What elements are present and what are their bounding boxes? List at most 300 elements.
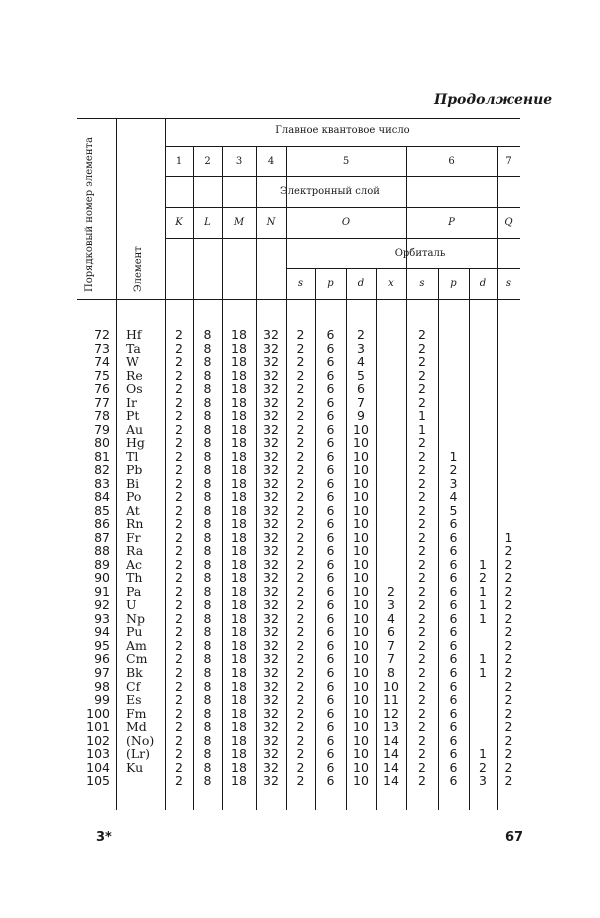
page-number: 67 bbox=[505, 830, 524, 845]
electron-count: 2 bbox=[296, 570, 305, 586]
electron-count: 8 bbox=[203, 732, 212, 748]
electron-count: 18 bbox=[231, 583, 247, 599]
element-symbol: At bbox=[126, 502, 140, 518]
header-main-quantum-number: Главное квантовое число bbox=[275, 125, 410, 136]
electron-count: 2 bbox=[175, 732, 183, 748]
electron-count: 6 bbox=[326, 773, 335, 789]
element-symbol: Es bbox=[126, 692, 142, 708]
electron-count: 6 bbox=[326, 759, 335, 775]
electron-count: 2 bbox=[175, 570, 183, 586]
table-row bbox=[0, 558, 600, 572]
electron-count: 6 bbox=[326, 556, 335, 572]
electron-count: 2 bbox=[296, 516, 305, 532]
element-symbol: Ir bbox=[126, 394, 137, 410]
element-symbol: Hg bbox=[126, 435, 145, 451]
electron-count: 2 bbox=[504, 719, 513, 735]
electron-count: 2 bbox=[175, 475, 183, 491]
element-symbol: Bk bbox=[126, 665, 143, 680]
electron-count: 8 bbox=[203, 408, 212, 424]
electron-count: 2 bbox=[175, 746, 183, 762]
electron-count: 2 bbox=[418, 637, 426, 653]
table-row bbox=[0, 463, 600, 477]
electron-count: 18 bbox=[231, 327, 247, 342]
electron-count: 2 bbox=[418, 570, 426, 586]
electron-count: 8 bbox=[203, 665, 212, 680]
electron-count: 6 bbox=[449, 759, 458, 775]
electron-count: 2 bbox=[504, 624, 513, 640]
table-row bbox=[0, 571, 600, 585]
electron-count: 6 bbox=[449, 516, 458, 532]
table-row bbox=[0, 652, 600, 666]
electron-count: 2 bbox=[296, 583, 305, 599]
electron-count: 8 bbox=[203, 448, 212, 464]
electron-count: 32 bbox=[263, 529, 279, 545]
electron-count: 2 bbox=[175, 678, 183, 694]
electron-count: 18 bbox=[231, 732, 247, 748]
electron-count: 10 bbox=[353, 448, 369, 464]
electron-count: 10 bbox=[353, 759, 369, 775]
element-symbol: Pa bbox=[126, 583, 142, 599]
electron-count: 2 bbox=[175, 543, 183, 559]
table-row bbox=[0, 585, 600, 599]
electron-count: 6 bbox=[326, 543, 335, 559]
electron-count: 2 bbox=[175, 529, 183, 545]
electron-count: 14 bbox=[383, 746, 399, 762]
electron-count: 2 bbox=[504, 773, 513, 789]
electron-count: 2 bbox=[504, 637, 513, 653]
element-number: 87 bbox=[94, 529, 110, 545]
electron-count: 11 bbox=[383, 692, 399, 708]
quantum-number-cell: 2 bbox=[204, 156, 211, 167]
electron-count: 18 bbox=[231, 435, 247, 451]
electron-count: 2 bbox=[296, 678, 305, 694]
electron-count: 2 bbox=[449, 462, 458, 478]
orbital-cell: d bbox=[479, 278, 487, 289]
table-row bbox=[0, 707, 600, 721]
electron-count: 32 bbox=[263, 556, 279, 572]
element-number: 72 bbox=[94, 327, 110, 342]
electron-count: 6 bbox=[326, 435, 335, 451]
electron-count: 6 bbox=[449, 624, 458, 640]
element-symbol: Am bbox=[126, 637, 147, 653]
electron-count: 10 bbox=[353, 678, 369, 694]
electron-count: 2 bbox=[418, 516, 426, 532]
electron-count: 2 bbox=[175, 665, 183, 680]
electron-count: 2 bbox=[504, 746, 513, 762]
electron-count: 2 bbox=[418, 354, 426, 370]
electron-count: 2 bbox=[479, 570, 487, 586]
electron-count: 1 bbox=[479, 665, 487, 680]
electron-count: 18 bbox=[231, 651, 247, 667]
electron-count: 10 bbox=[353, 692, 369, 708]
element-symbol: Rn bbox=[126, 516, 144, 532]
electron-count: 2 bbox=[175, 583, 183, 599]
electron-count: 8 bbox=[203, 597, 212, 613]
electron-count: 1 bbox=[479, 746, 487, 762]
electron-count: 8 bbox=[203, 421, 212, 437]
element-number: 91 bbox=[94, 583, 110, 599]
electron-count: 18 bbox=[231, 624, 247, 640]
electron-count: 10 bbox=[353, 624, 369, 640]
electron-count: 2 bbox=[418, 678, 426, 694]
electron-count: 6 bbox=[449, 556, 458, 572]
electron-count: 2 bbox=[504, 610, 513, 626]
element-number: 94 bbox=[94, 624, 110, 640]
layer-cell: L bbox=[204, 217, 211, 228]
electron-count: 2 bbox=[175, 719, 183, 735]
electron-count: 2 bbox=[418, 746, 426, 762]
electron-count: 6 bbox=[326, 665, 335, 680]
electron-count: 14 bbox=[383, 759, 399, 775]
electron-count: 18 bbox=[231, 773, 247, 789]
table-row bbox=[0, 355, 600, 369]
electron-count: 2 bbox=[296, 489, 305, 505]
electron-count: 2 bbox=[175, 394, 183, 410]
electron-count: 18 bbox=[231, 570, 247, 586]
electron-count: 18 bbox=[231, 692, 247, 708]
electron-count: 6 bbox=[326, 651, 335, 667]
element-number: 89 bbox=[94, 556, 110, 572]
electron-count: 32 bbox=[263, 462, 279, 478]
electron-count: 2 bbox=[418, 529, 426, 545]
table-top-rule bbox=[77, 118, 520, 119]
electron-count: 32 bbox=[263, 732, 279, 748]
electron-count: 2 bbox=[296, 462, 305, 478]
rule-below-orbital-title bbox=[286, 268, 520, 269]
electron-count: 6 bbox=[357, 381, 365, 397]
element-symbol: Au bbox=[126, 421, 144, 437]
electron-count: 8 bbox=[203, 759, 212, 775]
electron-count: 18 bbox=[231, 746, 247, 762]
electron-count: 8 bbox=[203, 394, 212, 410]
electron-count: 6 bbox=[326, 367, 335, 383]
element-number: 98 bbox=[94, 678, 110, 694]
electron-count: 3 bbox=[387, 597, 395, 613]
table-row bbox=[0, 490, 600, 504]
electron-count: 2 bbox=[296, 381, 305, 397]
table-row bbox=[0, 504, 600, 518]
element-symbol: Os bbox=[126, 381, 143, 397]
table-row bbox=[0, 369, 600, 383]
electron-count: 32 bbox=[263, 435, 279, 451]
electron-count: 32 bbox=[263, 475, 279, 491]
electron-count: 6 bbox=[326, 462, 335, 478]
element-number: 100 bbox=[86, 705, 110, 721]
electron-count: 2 bbox=[296, 327, 305, 342]
electron-count: 2 bbox=[504, 556, 513, 572]
electron-count: 32 bbox=[263, 678, 279, 694]
electron-count: 2 bbox=[296, 529, 305, 545]
electron-count: 10 bbox=[353, 773, 369, 789]
electron-count: 6 bbox=[449, 637, 458, 653]
electron-count: 1 bbox=[479, 651, 487, 667]
quantum-number-cell: 1 bbox=[175, 156, 183, 167]
electron-count: 32 bbox=[263, 746, 279, 762]
quantum-number-cell: 4 bbox=[267, 156, 275, 167]
electron-count: 6 bbox=[449, 678, 458, 694]
electron-count: 18 bbox=[231, 475, 247, 491]
element-symbol: Hf bbox=[126, 327, 142, 342]
electron-count: 2 bbox=[418, 556, 426, 572]
electron-count: 2 bbox=[296, 610, 305, 626]
element-symbol: Re bbox=[126, 367, 143, 383]
element-number: 78 bbox=[94, 408, 110, 424]
electron-count: 7 bbox=[387, 651, 395, 667]
electron-count: 8 bbox=[203, 327, 212, 342]
electron-count: 2 bbox=[175, 435, 183, 451]
electron-count: 8 bbox=[203, 705, 212, 721]
element-symbol: U bbox=[126, 597, 137, 613]
electron-count: 32 bbox=[263, 354, 279, 370]
electron-count: 32 bbox=[263, 597, 279, 613]
table-row bbox=[0, 639, 600, 653]
quantum-number-cell: 3 bbox=[235, 156, 243, 167]
electron-count: 2 bbox=[479, 759, 487, 775]
electron-count: 2 bbox=[418, 381, 426, 397]
electron-count: 10 bbox=[353, 529, 369, 545]
electron-count: 10 bbox=[353, 583, 369, 599]
electron-count: 18 bbox=[231, 665, 247, 680]
electron-count: 18 bbox=[231, 556, 247, 572]
electron-count: 2 bbox=[175, 705, 183, 721]
electron-count: 2 bbox=[418, 759, 426, 775]
electron-count: 6 bbox=[449, 651, 458, 667]
quantum-number-cell: 6 bbox=[448, 156, 455, 167]
electron-count: 18 bbox=[231, 597, 247, 613]
electron-count: 6 bbox=[326, 475, 335, 491]
electron-count: 32 bbox=[263, 448, 279, 464]
electron-count: 2 bbox=[504, 570, 513, 586]
electron-count: 6 bbox=[326, 502, 335, 518]
electron-count: 6 bbox=[326, 381, 335, 397]
electron-count: 2 bbox=[418, 502, 426, 518]
electron-count: 10 bbox=[353, 543, 369, 559]
table-row bbox=[0, 734, 600, 748]
element-symbol: Np bbox=[126, 610, 145, 626]
electron-count: 2 bbox=[296, 773, 305, 789]
element-number: 82 bbox=[94, 462, 110, 478]
electron-count: 2 bbox=[296, 435, 305, 451]
electron-count: 32 bbox=[263, 340, 279, 356]
orbital-cell: s bbox=[297, 278, 304, 289]
electron-count: 2 bbox=[175, 759, 183, 775]
electron-count: 2 bbox=[175, 502, 183, 518]
element-symbol: Md bbox=[126, 719, 147, 735]
orbital-cell: p bbox=[327, 278, 334, 289]
electron-count: 8 bbox=[203, 570, 212, 586]
electron-count: 8 bbox=[203, 624, 212, 640]
electron-count: 2 bbox=[175, 367, 183, 383]
signature-mark: 3* bbox=[96, 830, 112, 845]
electron-count: 10 bbox=[353, 516, 369, 532]
electron-count: 2 bbox=[296, 475, 305, 491]
header-electron-layer: Электронный слой bbox=[280, 186, 380, 197]
electron-count: 6 bbox=[326, 678, 335, 694]
rule-below-quantum-row bbox=[165, 176, 520, 177]
electron-count: 6 bbox=[326, 489, 335, 505]
electron-count: 32 bbox=[263, 705, 279, 721]
electron-count: 2 bbox=[296, 651, 305, 667]
electron-count: 18 bbox=[231, 502, 247, 518]
orbital-cell: d bbox=[357, 278, 365, 289]
element-symbol: Pt bbox=[126, 408, 140, 424]
electron-count: 2 bbox=[175, 692, 183, 708]
electron-count: 2 bbox=[175, 773, 183, 789]
electron-count: 2 bbox=[418, 340, 426, 356]
electron-count: 8 bbox=[203, 678, 212, 694]
electron-count: 8 bbox=[203, 651, 212, 667]
electron-count: 8 bbox=[203, 489, 212, 505]
electron-count: 32 bbox=[263, 624, 279, 640]
electron-count: 10 bbox=[353, 651, 369, 667]
electron-count: 8 bbox=[203, 435, 212, 451]
electron-count: 2 bbox=[296, 543, 305, 559]
electron-count: 2 bbox=[296, 367, 305, 383]
electron-count: 8 bbox=[387, 665, 395, 680]
electron-count: 2 bbox=[418, 462, 426, 478]
electron-count: 18 bbox=[231, 489, 247, 505]
electron-count: 2 bbox=[296, 759, 305, 775]
electron-count: 32 bbox=[263, 394, 279, 410]
electron-count: 7 bbox=[357, 394, 365, 410]
element-symbol: (Lr) bbox=[126, 746, 151, 762]
electron-count: 2 bbox=[175, 354, 183, 370]
electron-count: 6 bbox=[326, 448, 335, 464]
electron-count: 32 bbox=[263, 421, 279, 437]
electron-count: 2 bbox=[418, 732, 426, 748]
element-number: 85 bbox=[94, 502, 110, 518]
electron-count: 2 bbox=[296, 394, 305, 410]
electron-count: 6 bbox=[326, 394, 335, 410]
element-number: 76 bbox=[94, 381, 110, 397]
electron-count: 8 bbox=[203, 610, 212, 626]
electron-count: 10 bbox=[353, 435, 369, 451]
electron-count: 18 bbox=[231, 448, 247, 464]
rule-below-header bbox=[77, 299, 520, 300]
electron-count: 8 bbox=[203, 719, 212, 735]
electron-count: 32 bbox=[263, 610, 279, 626]
electron-count: 6 bbox=[449, 665, 458, 680]
electron-count: 2 bbox=[418, 435, 426, 451]
table-row bbox=[0, 720, 600, 734]
electron-count: 32 bbox=[263, 583, 279, 599]
quantum-number-cell: 5 bbox=[342, 156, 350, 167]
electron-count: 2 bbox=[175, 597, 183, 613]
electron-count: 2 bbox=[504, 543, 513, 559]
element-number: 103 bbox=[86, 746, 110, 762]
electron-count: 32 bbox=[263, 367, 279, 383]
element-number: 81 bbox=[94, 448, 110, 464]
electron-count: 2 bbox=[175, 637, 183, 653]
element-number: 95 bbox=[94, 637, 110, 653]
element-number: 80 bbox=[94, 435, 110, 451]
orbital-cell: s bbox=[505, 278, 512, 289]
electron-count: 10 bbox=[353, 556, 369, 572]
electron-count: 6 bbox=[449, 529, 458, 545]
electron-count: 2 bbox=[504, 759, 513, 775]
electron-count: 2 bbox=[418, 719, 426, 735]
electron-count: 2 bbox=[504, 678, 513, 694]
table-row bbox=[0, 612, 600, 626]
electron-count: 32 bbox=[263, 692, 279, 708]
electron-count: 2 bbox=[418, 394, 426, 410]
rule-below-layer-title bbox=[165, 207, 520, 208]
table-row bbox=[0, 531, 600, 545]
electron-count: 6 bbox=[326, 340, 335, 356]
electron-count: 10 bbox=[353, 719, 369, 735]
electron-count: 6 bbox=[449, 597, 458, 613]
table-row bbox=[0, 409, 600, 423]
element-number: 74 bbox=[94, 354, 110, 370]
electron-count: 8 bbox=[203, 381, 212, 397]
electron-count: 10 bbox=[353, 462, 369, 478]
electron-count: 14 bbox=[383, 732, 399, 748]
electron-count: 8 bbox=[203, 583, 212, 599]
electron-count: 2 bbox=[175, 624, 183, 640]
electron-count: 10 bbox=[383, 678, 399, 694]
electron-count: 2 bbox=[296, 597, 305, 613]
electron-count: 32 bbox=[263, 665, 279, 680]
element-number: 102 bbox=[86, 732, 110, 748]
electron-count: 4 bbox=[449, 489, 458, 505]
electron-count: 4 bbox=[387, 610, 395, 626]
electron-count: 2 bbox=[418, 597, 426, 613]
electron-count: 6 bbox=[449, 692, 458, 708]
electron-count: 32 bbox=[263, 381, 279, 397]
table-row bbox=[0, 625, 600, 639]
orbital-cell: s bbox=[419, 278, 425, 289]
table-row bbox=[0, 693, 600, 707]
electron-count: 10 bbox=[353, 637, 369, 653]
electron-count: 2 bbox=[175, 448, 183, 464]
table-row bbox=[0, 328, 600, 342]
electron-count: 6 bbox=[326, 597, 335, 613]
electron-count: 2 bbox=[418, 543, 426, 559]
electron-count: 8 bbox=[203, 367, 212, 383]
electron-count: 2 bbox=[175, 408, 183, 424]
electron-count: 2 bbox=[296, 624, 305, 640]
electron-count: 2 bbox=[175, 651, 183, 667]
electron-count: 2 bbox=[418, 692, 426, 708]
electron-count: 2 bbox=[418, 624, 426, 640]
electron-count: 1 bbox=[418, 408, 426, 424]
electron-count: 18 bbox=[231, 705, 247, 721]
electron-count: 3 bbox=[449, 475, 458, 491]
electron-count: 1 bbox=[449, 448, 458, 464]
electron-count: 2 bbox=[504, 705, 513, 721]
element-number: 101 bbox=[86, 719, 110, 735]
element-symbol: Pu bbox=[126, 624, 143, 640]
electron-count: 2 bbox=[296, 637, 305, 653]
electron-count: 6 bbox=[449, 543, 458, 559]
electron-count: 6 bbox=[326, 421, 335, 437]
element-number: 75 bbox=[94, 367, 110, 383]
header-element: Элемент bbox=[133, 246, 144, 292]
orbital-cell: x bbox=[388, 278, 394, 289]
table-row bbox=[0, 761, 600, 775]
electron-count: 2 bbox=[175, 340, 183, 356]
electron-count: 32 bbox=[263, 502, 279, 518]
electron-count: 10 bbox=[353, 475, 369, 491]
element-number: 93 bbox=[94, 610, 110, 626]
electron-count: 1 bbox=[479, 556, 487, 572]
electron-count: 8 bbox=[203, 475, 212, 491]
electron-count: 18 bbox=[231, 516, 247, 532]
electron-count: 6 bbox=[326, 354, 335, 370]
element-number: 88 bbox=[94, 543, 110, 559]
electron-count: 2 bbox=[504, 651, 513, 667]
electron-count: 32 bbox=[263, 651, 279, 667]
